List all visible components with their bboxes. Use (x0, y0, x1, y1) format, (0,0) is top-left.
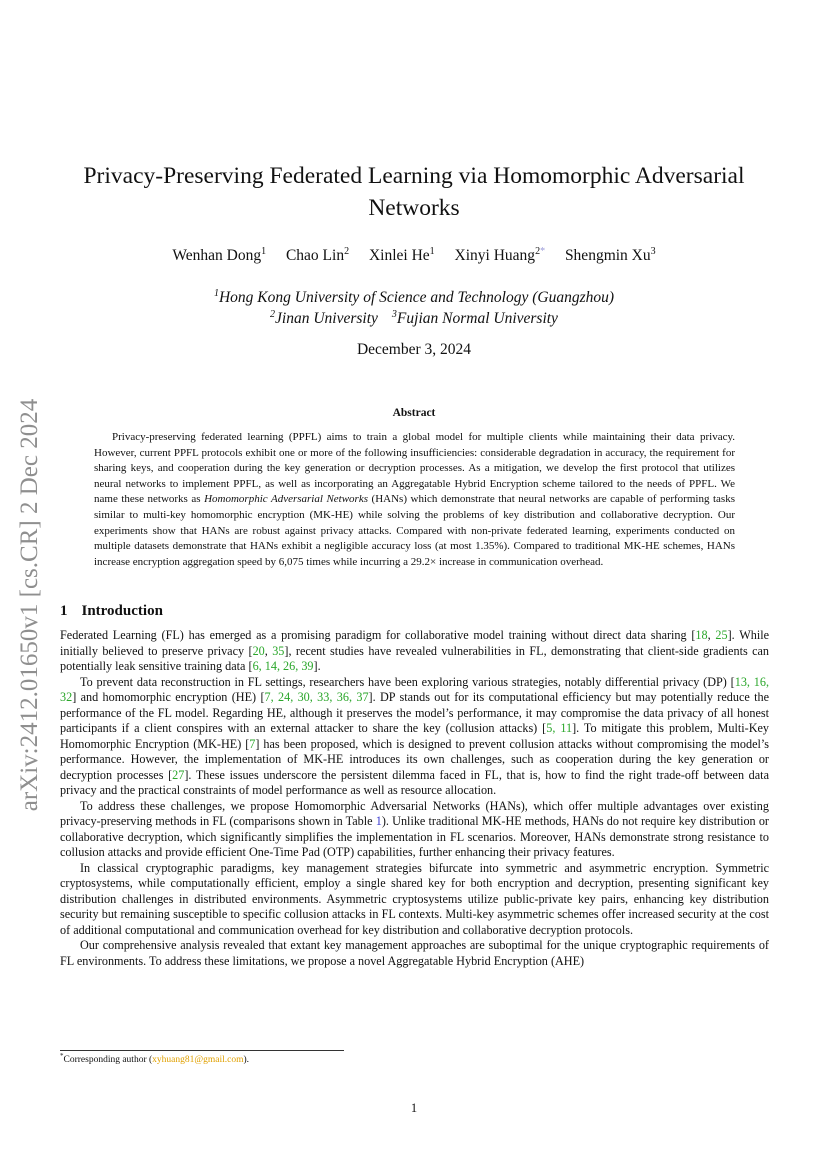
paragraph: In classical cryptographic paradigms, key management strategies bifurcate into symmetric and asymmetric encryption. Symmetric cryptosystems, while computationally efficient, employ a single shared key for both encryption and decryption, presenting significant key distribution challenges in distributed environments. Asymmetric cryptosystems utilize public-private key pairs, enhancing key distribution security but remaining susceptible to specific collusion attacks in FL contexts. Multi-key asymmetric schemes offer increased security at the cost of additional computational and communication overhead for key distribution and collaborative decryption protocols. (60, 860, 769, 937)
citation-link[interactable]: 6, 14, 26, 39 (252, 659, 314, 673)
footnote-divider (60, 1050, 344, 1051)
section-heading: 1 Introduction (60, 603, 163, 619)
citation-link[interactable]: 27 (172, 767, 185, 782)
author: Wenhan Dong$^1$ (172, 246, 267, 264)
citation-link[interactable]: 7, 24, 30, 33, 36, 37 (264, 690, 369, 704)
author-list (60, 246, 768, 266)
paper-title: Privacy-Preserving Federated Learning via Homomorphic Adversarial Networks (83, 163, 745, 221)
affiliation-2-3: $^2$Jinan University $^3$Fujian Normal University (270, 309, 558, 327)
abstract-text: Privacy-preserving federated learning (PPFL) aims to train a global model for multiple clients while maintaining their data privacy. However, current PPFL protocols exhibit one or more of the following insufficiencies: considerable degradation in accuracy, the requirement for sharing keys, and cooperation during the key generation or decryption processes. As a mitigation, we develop the first protocol that utilizes neural networks to implement PPFL, as well as incorporating an Aggregatable Hybrid Encryption scheme tailored to the needs of PPFL. We name these networks as Homomorphic Adversarial Networks (HANs) which demonstrate that neural networks are capable of performing tasks similar to multi-key homomorphic encryption (MK-HE) while solving the problems of key distribution and collaborative decryption. Our experiments show that HANs are robust against privacy attacks. Compared with non-private federated learning, experiments conducted on multiple datasets demonstrate that HANs exhibit a negligible accuracy loss (at most 1.35%). Compared to traditional MK-HE schemes, HANs increase encryption aggregation speed by 6,075 times while incurring a 29.2× increase in communication overhead. (94, 431, 735, 568)
citation-link[interactable]: 20 (252, 643, 265, 658)
paragraph: To prevent data reconstruction in FL settings, researchers have been exploring various strategies, notably differential privacy (DP) [13, 16, 32] and homomorphic encryption (HE) [7, 24, 30, 33, 36, 37]. DP stands out for its computational efficiency but may potentially reduce the performance of the FL model. Regarding HE, although it preserves the model’s performance, it may compromise the data privacy of all honest participants if a client conspires with an external attacker to share the key (collusion attacks) [5, 11]. To mitigate this problem, Multi-Key Homomorphic Encryption (MK-HE) [7] has been proposed, which is designed to prevent collusion attacks without compromising the model’s performance. However, the implementation of MK-HE introduces its own challenges, such as cooperation during the key generation or decryption processes [27]. These issues underscore the persistent dilemma faced in FL, that is, how to find the right trade-off between data privacy and the practical constraints of model performance as well as resource allocation. (60, 674, 770, 797)
citation-link[interactable]: 13, 16, 32 (60, 674, 770, 704)
citation-link[interactable]: 7 (249, 736, 256, 751)
body-text (60, 628, 769, 969)
paragraph: Our comprehensive analysis revealed that extant key management approaches are suboptimal for the unique cryptographic requirements of FL environments. To address these limitations, we propose a novel Aggregatable Hybrid Encryption (AHE) (60, 938, 769, 968)
citation-link[interactable]: 5, 11 (546, 721, 573, 735)
paragraph: Federated Learning (FL) has emerged as a promising paradigm for collaborative model training without direct data sharing [18, 25]. While initially believed to preserve privacy [20, 35], recent studies have revealed vulnerabilities in FL, demonstrating that client-side gradients can potentially leak sensitive training data [6, 14, 26, 39]. (60, 628, 770, 673)
abstract-heading: Abstract (392, 407, 436, 419)
paragraph: To address these challenges, we propose Homomorphic Adversarial Networks (HANs), which offer multiple advantages over existing privacy-preserving methods in FL (comparisons shown in Table 1). Unlike traditional MK-HE methods, HANs do not require key distribution or collaborative decryption, which significantly simplifies the implementation in FL scenarios. Moreover, HANs demonstrate strong resistance to collusion attacks and provide efficient One-Time Pad (OTP) capabilities, further enhancing their privacy features. (60, 798, 769, 859)
page-number: 1 (410, 1101, 418, 1115)
corresponding-author-mark[interactable]: * (540, 246, 546, 257)
author: Chao Lin$^2$ (285, 246, 350, 264)
arxiv-sidebar (8, 370, 52, 840)
email-link[interactable]: xyhuang81@gmail.com (152, 1055, 244, 1065)
affiliations (60, 287, 768, 329)
footnote: *Corresponding author (xyhuang81@gmail.com). (60, 1052, 250, 1065)
author: Shengmin Xu$^3$ (564, 246, 656, 264)
citation-link[interactable]: 18 (695, 628, 708, 642)
citation-link[interactable]: 35 (272, 643, 285, 658)
paper-date: December 3, 2024 (356, 341, 472, 358)
citation-link[interactable]: 25 (715, 628, 728, 642)
author: Xinyi Huang$^{2*}$ (454, 246, 546, 264)
table-reference-link[interactable]: 1 (375, 814, 382, 828)
affiliation-1: $^1$Hong Kong University of Science and Technology (Guangzhou) (213, 288, 615, 306)
arxiv-identifier: arXiv:2412.01650v1 [cs.CR] 2 Dec 2024 (16, 398, 43, 812)
author: Xinlei He$^1$ (368, 246, 435, 264)
